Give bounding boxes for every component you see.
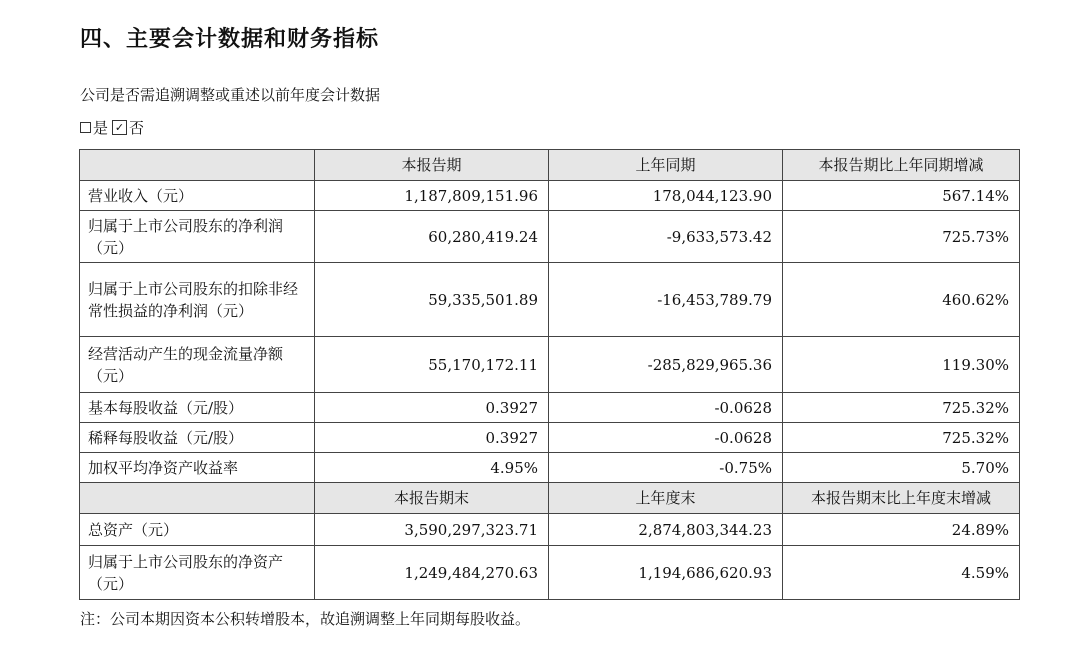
table-row: [80, 453, 1020, 483]
checked-box-icon: ✓: [112, 120, 127, 135]
financial-indicators-table: [79, 149, 1020, 600]
table-row: [80, 423, 1020, 453]
row-label: 经营活动产生的现金流量净额（元）: [80, 337, 315, 393]
row-label: 归属于上市公司股东的扣除非经常性损益的净利润（元）: [80, 263, 315, 337]
table-row: [80, 393, 1020, 423]
table-row: [80, 337, 1020, 393]
table-row: [80, 546, 1020, 600]
choice-no-label: 否: [129, 119, 145, 137]
value-current: 55,170,172.11: [315, 337, 549, 393]
section-heading: 四、主要会计数据和财务指标: [80, 27, 380, 52]
table-header-row: [80, 150, 1020, 181]
value-current: 0.3927: [315, 423, 549, 453]
value-current: 0.3927: [315, 393, 549, 423]
value-change: 725.32%: [783, 393, 1020, 423]
value-previous: -0.0628: [549, 423, 783, 453]
row-label: 归属于上市公司股东的净利润（元）: [80, 211, 315, 263]
table-row: [80, 181, 1020, 211]
value-current: 60,280,419.24: [315, 211, 549, 263]
value-change: 725.73%: [783, 211, 1020, 263]
value-change: 460.62%: [783, 263, 1020, 337]
value-previous: -16,453,789.79: [549, 263, 783, 337]
header-cell-current-period: 本报告期: [315, 150, 549, 181]
header-cell-change: 本报告期比上年同期增减: [783, 150, 1020, 181]
value-current: 4.95%: [315, 453, 549, 483]
value-current: 1,187,809,151.96: [315, 181, 549, 211]
value-change: 24.89%: [783, 514, 1020, 546]
header-cell-period-end: 本报告期末: [315, 483, 549, 514]
value-previous: 2,874,803,344.23: [549, 514, 783, 546]
table-row: [80, 263, 1020, 337]
value-current: 3,590,297,323.71: [315, 514, 549, 546]
value-current: 59,335,501.89: [315, 263, 549, 337]
table-row: [80, 514, 1020, 546]
value-change: 567.14%: [783, 181, 1020, 211]
value-previous: 1,194,686,620.93: [549, 546, 783, 600]
row-label: 加权平均净资产收益率: [80, 453, 315, 483]
value-previous: -9,633,573.42: [549, 211, 783, 263]
value-previous: -285,829,965.36: [549, 337, 783, 393]
table-row: [80, 211, 1020, 263]
row-label: 基本每股收益（元/股）: [80, 393, 315, 423]
header-cell-prior-year-end: 上年度末: [549, 483, 783, 514]
row-label: 归属于上市公司股东的净资产（元）: [80, 546, 315, 600]
restatement-question: 公司是否需追溯调整或重述以前年度会计数据: [80, 86, 381, 104]
header-cell-empty: [80, 483, 315, 514]
header-cell-prior-period: 上年同期: [549, 150, 783, 181]
value-change: 119.30%: [783, 337, 1020, 393]
choice-yes-label: 是: [93, 119, 109, 137]
value-previous: -0.75%: [549, 453, 783, 483]
row-label: 稀释每股收益（元/股）: [80, 423, 315, 453]
value-change: 725.32%: [783, 423, 1020, 453]
value-change: 5.70%: [783, 453, 1020, 483]
value-current: 1,249,484,270.63: [315, 546, 549, 600]
row-label: 营业收入（元）: [80, 181, 315, 211]
header-cell-change: 本报告期末比上年度末增减: [783, 483, 1020, 514]
footnote: 注：公司本期因资本公积转增股本，故追溯调整上年同期每股收益。: [80, 610, 531, 628]
row-label: 总资产（元）: [80, 514, 315, 546]
unchecked-box-icon: [80, 122, 91, 133]
restatement-choice: [80, 117, 144, 138]
value-change: 4.59%: [783, 546, 1020, 600]
header-cell-empty: [80, 150, 315, 181]
value-previous: 178,044,123.90: [549, 181, 783, 211]
table-header-row: [80, 483, 1020, 514]
value-previous: -0.0628: [549, 393, 783, 423]
